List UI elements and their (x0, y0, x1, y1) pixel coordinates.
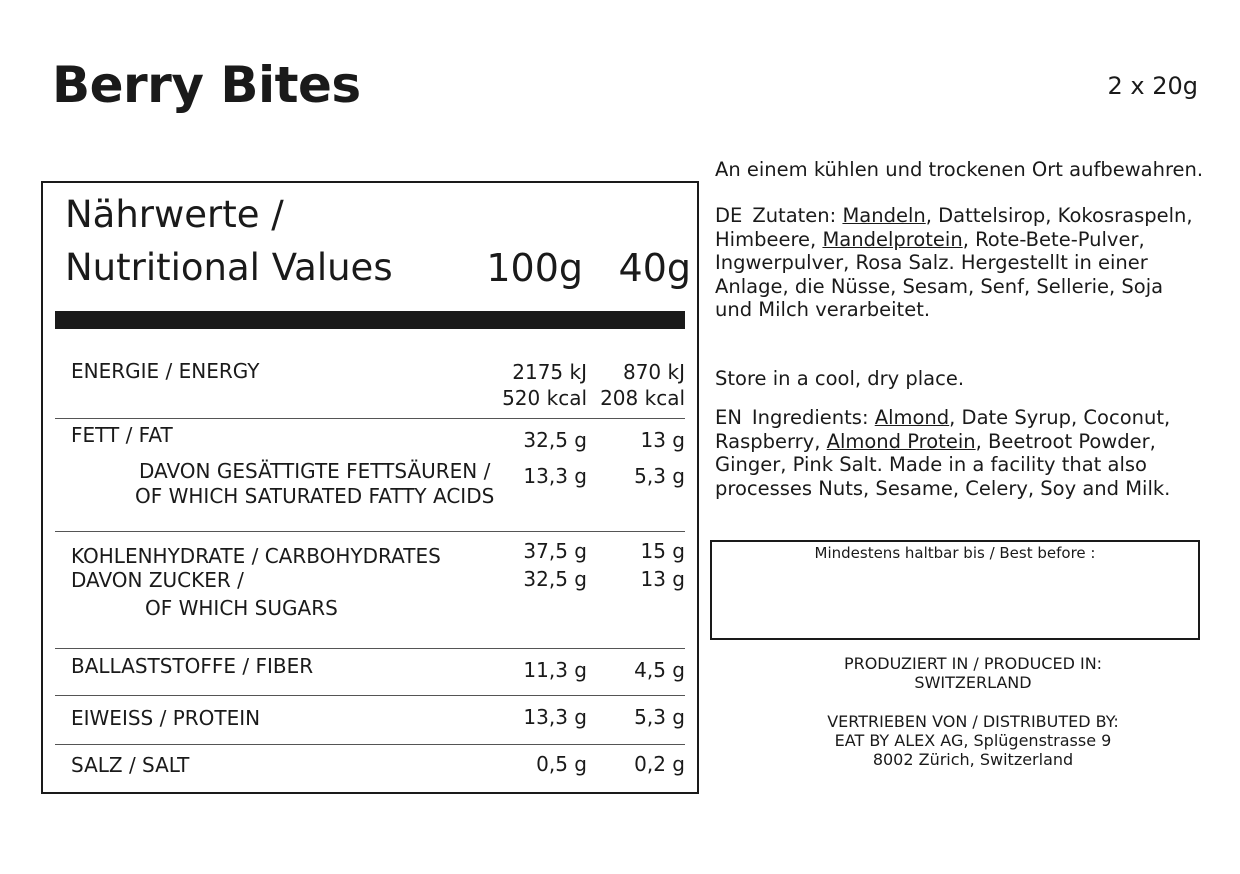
value-40g: 5,3 g (634, 705, 685, 729)
column-header-40g: 40g (618, 246, 691, 290)
ingredients-text: , Date Syrup, Coconut, (949, 406, 1171, 429)
ingredients-text: , Dattelsirop, Kokosraspeln, (925, 204, 1193, 227)
value-100g: 37,5 g (523, 539, 587, 563)
sub-value-100g: 13,3 g (523, 464, 587, 488)
nutrition-title-de: Nährwerte / (65, 193, 284, 236)
row-energy (55, 359, 685, 417)
sub-label-en: OF WHICH SATURATED FATTY ACIDS (135, 484, 495, 508)
row-protein (55, 695, 685, 744)
distributor (710, 712, 1236, 769)
distributor-label: VERTRIEBEN VON / DISTRIBUTED BY: (827, 712, 1119, 731)
lang-code-de: DE (715, 204, 743, 227)
ingredients-prefix: Zutaten: (752, 204, 837, 227)
ingredients-en (715, 406, 1170, 500)
ingredients-en-line4: processes Nuts, Sesame, Celery, Soy and Milk. (715, 476, 1171, 500)
value-40g: 15 g (640, 539, 685, 563)
value-100g-kj: 2175 kJ (512, 360, 587, 384)
best-before-box (710, 540, 1200, 640)
row-label: ENERGIE / ENERGY (71, 359, 260, 383)
value-100g: 0,5 g (536, 752, 587, 776)
ingredients-de-line5: und Milch verarbeitet. (715, 298, 931, 321)
value-100g: 11,3 g (523, 658, 587, 682)
distributor-address: EAT BY ALEX AG, Splügenstrasse 9 (834, 731, 1112, 750)
sub-label-de: DAVON GESÄTTIGTE FETTSÄUREN / (139, 459, 491, 483)
value-100g: 32,5 g (523, 428, 587, 452)
ingredients-text: Himbeere, (715, 227, 823, 251)
produced-in (710, 654, 1236, 692)
ingredients-prefix: Ingredients: (751, 406, 869, 429)
ingredients-en-line1 (715, 406, 1170, 430)
allergen-almond: Mandeln (842, 204, 926, 227)
value-100g: 13,3 g (523, 705, 587, 729)
row-label: KOHLENHYDRATE / CARBOHYDRATES (71, 544, 441, 568)
value-40g-kj: 870 kJ (622, 360, 685, 384)
value-40g: 0,2 g (634, 752, 685, 776)
allergen-almond: Almond (874, 406, 950, 429)
nutrition-title-en: Nutritional Values (65, 246, 393, 289)
sub-value-40g: 13 g (640, 567, 685, 591)
row-carbohydrates (55, 531, 685, 648)
ingredients-en-line2 (715, 430, 1170, 454)
ingredients-de (715, 204, 1193, 322)
sub-value-40g: 5,3 g (634, 464, 685, 488)
value-40g-kcal: 208 kcal (600, 386, 685, 410)
ingredients-de-line1 (715, 204, 1193, 228)
sub-label-en: OF WHICH SUGARS (145, 596, 338, 620)
distributor-city: 8002 Zürich, Switzerland (872, 750, 1074, 769)
row-salt (55, 744, 685, 791)
row-label: EIWEISS / PROTEIN (71, 706, 261, 730)
row-label: SALZ / SALT (71, 753, 190, 777)
row-label: FETT / FAT (71, 423, 173, 447)
ingredients-text: , Rote-Bete-Pulver, (962, 227, 1145, 251)
ingredients-text: Raspberry, (715, 429, 827, 453)
row-label: BALLASTSTOFFE / FIBER (71, 654, 314, 678)
sub-label-de: DAVON ZUCKER / (71, 568, 244, 592)
lang-code-en: EN (715, 406, 742, 429)
value-40g: 13 g (640, 428, 685, 452)
ingredients-text: , Beetroot Powder, (975, 429, 1156, 453)
allergen-almond-protein: Mandelprotein (822, 227, 963, 251)
best-before-label: Mindestens haltbar bis / Best before : (814, 544, 1096, 562)
nutrition-panel (41, 181, 699, 794)
row-fat (55, 418, 685, 531)
storage-en: Store in a cool, dry place. (715, 367, 965, 390)
sub-value-100g: 32,5 g (523, 567, 587, 591)
row-fiber (55, 648, 685, 696)
ingredients-de-line4: Anlage, die Nüsse, Sesam, Senf, Sellerie, Soja (715, 274, 1164, 298)
ingredients-de-line2 (715, 228, 1193, 252)
product-weight: 2 x 20g (1107, 72, 1198, 100)
produced-in-label: PRODUZIERT IN / PRODUCED IN: (843, 654, 1103, 673)
value-100g-kcal: 520 kcal (502, 386, 587, 410)
column-header-100g: 100g (486, 246, 583, 290)
storage-de: An einem kühlen und trockenen Ort aufbewahren. (715, 158, 1204, 181)
allergen-almond-protein: Almond Protein (826, 429, 976, 453)
value-40g: 4,5 g (634, 658, 685, 682)
product-title: Berry Bites (52, 56, 361, 114)
header-bar (55, 311, 685, 329)
produced-in-country: SWITZERLAND (914, 673, 1032, 692)
ingredients-de-line3: Ingwerpulver, Rosa Salz. Hergestellt in einer (715, 251, 1148, 274)
ingredients-en-line3: Ginger, Pink Salt. Made in a facility that also (715, 453, 1147, 476)
